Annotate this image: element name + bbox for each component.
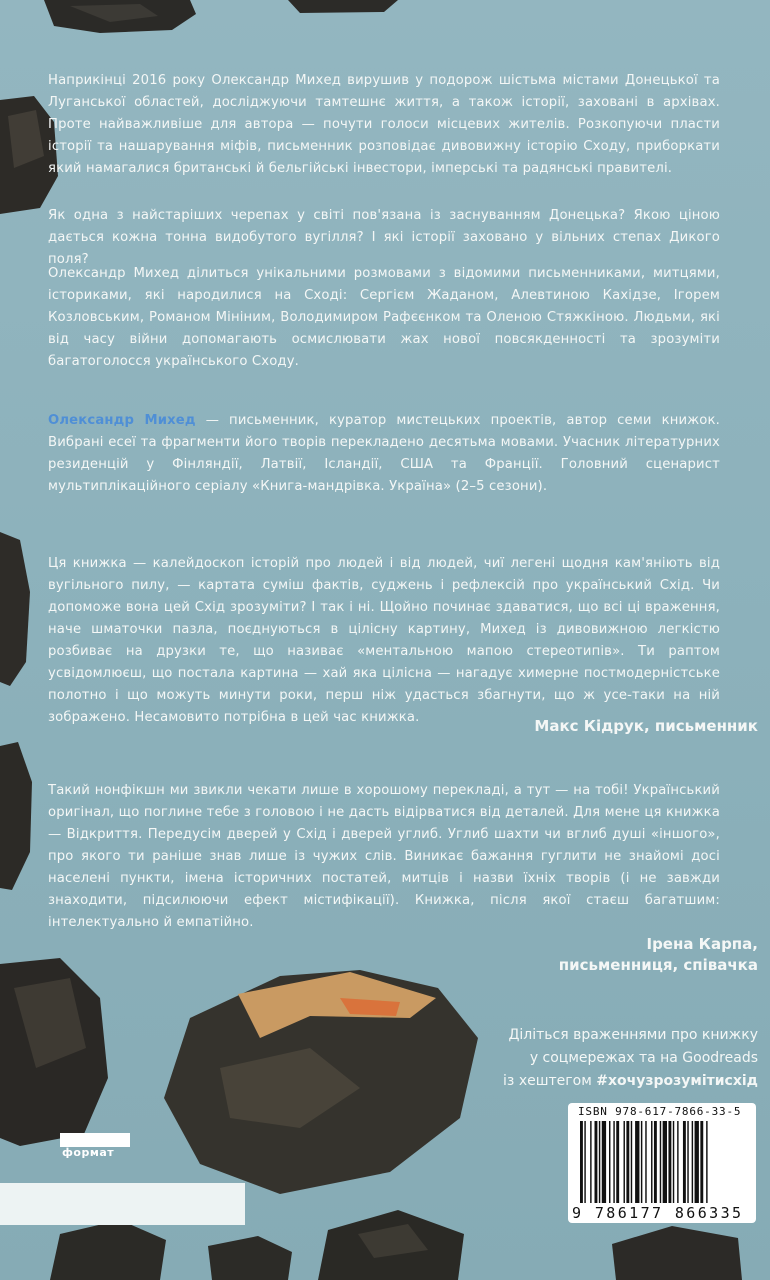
barcode-bar — [590, 1121, 591, 1203]
barcode-bar — [695, 1121, 699, 1203]
barcode-bar — [624, 1121, 625, 1203]
publisher-logo-mark — [60, 1133, 130, 1147]
barcode-bar — [609, 1121, 610, 1203]
barcode-bar — [683, 1121, 686, 1203]
review-1-author: Макс Кідрук, письменник — [534, 717, 758, 735]
barcode-bar — [673, 1121, 674, 1203]
cta-line-3 — [503, 1070, 758, 1093]
review-2-text: Такий нонфікшн ми звикли чекати лише в хорошому перекладі, а тут — на тобі! Український оригінал, що поглине тебе з головою і не дасть відірватися від деталей. Для мене ця книжка — Відкриття. Передусім дверей у Схід і дверей углиб. Углиб шахти чи вглиб душі «іншого», про якого ти раніше знав лише із чужих слів. Виникає бажання гуглити не знайомі досі населені пункти, імена історичних постатей, митців і назви їхніх творів (і не завжди знаходити, підсилюючи ефект містифікації). Книжка, після якої стаєш багатшим: інтелектуально й емпатійно. — [48, 783, 720, 930]
barcode-bar — [687, 1121, 688, 1203]
hashtag: #хочузрозумітисхід — [596, 1073, 758, 1089]
review-1-text: Ця книжка — калейдоскоп історій про людей і від людей, чиї легені щодня кам'яніють від вугільного пилу, — картата суміш фактів, суджень і рефлексій про український Схід. Чи допоможе вона цей Схід зрозуміти? І так і ні. Щойно починає здаватися, що всі ці враження, наче шматочки пазла, поєднуються в цілісну картину, Михед із дивовижною легкістю розбиває на друзки те, що називає «ментальною мапою стереотипів». Ти раптом усвідомлюєш, що постала картина — хай яка цілісна — нагадує химерне постмодерністське полотно і що можуть минути роки, перш ніж удасться збагнути, що ж усе-таки на ній зображено. Несамовито потрібна в цей час книжка. — [48, 556, 720, 725]
barcode-bar — [668, 1121, 671, 1203]
coal-rock-bottom-1 — [50, 1220, 170, 1280]
author-name: Олександр Михед — [48, 413, 196, 428]
coal-rock-left-3 — [0, 742, 34, 892]
author-bio — [48, 410, 720, 498]
barcode-bar — [580, 1121, 583, 1203]
ean-digits: 9 786177 866335 — [572, 1204, 744, 1222]
coal-rock-bottom-4 — [612, 1226, 742, 1280]
coal-rock-bottom-2 — [208, 1236, 292, 1280]
isbn-barcode — [568, 1103, 756, 1223]
coal-rock-top-center — [288, 0, 398, 14]
barcode-bar — [626, 1121, 629, 1203]
barcode-bar — [616, 1121, 619, 1203]
publisher-wordmark: формат — [62, 1146, 115, 1159]
barcode-bar — [663, 1121, 667, 1203]
coal-rock-bottom-left — [0, 958, 110, 1148]
blurb-paragraph-2: Як одна з найстаріших черепах у світі пов'язана із заснуванням Донецька? Якою ціною дається кожна тонна видобутого вугілля? І які історії заховано у вільних степах Дикого поля? — [48, 208, 720, 267]
author-bio-text: — письменник, куратор мистецьких проектів, автор семи книжок. Вибрані есеї та фрагменти його творів перекладено десятьма мовами. Учасник літературних резиденцій у Фінляндії, Латвії, Ісландії, США та Франції. Головний сценарист мультиплікаційного серіалу «Книга-мандрівка. Україна» (2–5 сезони). — [48, 413, 720, 494]
social-cta — [503, 1024, 758, 1093]
cta-line-1: Діліться враженнями про книжку — [508, 1027, 758, 1043]
barcode-bar — [651, 1121, 652, 1203]
publisher-logo — [60, 1133, 130, 1161]
barcode-bar — [692, 1121, 693, 1203]
barcode-bar — [706, 1121, 707, 1203]
barcode-bars — [580, 1121, 746, 1203]
barcode-bar — [599, 1121, 600, 1203]
coal-rock-bottom-3 — [318, 1210, 468, 1280]
barcode-bar — [631, 1121, 632, 1203]
barcode-bar — [635, 1121, 639, 1203]
barcode-bar — [660, 1121, 661, 1203]
barcode-bar — [584, 1121, 585, 1203]
review-2-author-name: Ірена Карпа, — [646, 935, 758, 953]
barcode-bar — [677, 1121, 678, 1203]
barcode-bar — [645, 1121, 646, 1203]
barcode-bar — [595, 1121, 598, 1203]
coal-rock-large-orange — [160, 958, 482, 1198]
barcode-bar — [602, 1121, 606, 1203]
isbn-text: ISBN 978-617-7866-33-5 — [578, 1105, 742, 1118]
barcode-bar — [700, 1121, 703, 1203]
review-2-author-role: письменниця, співачка — [558, 956, 758, 974]
cta-line-2: у соцмережах та на Goodreads — [529, 1050, 758, 1066]
barcode-bar — [641, 1121, 642, 1203]
coal-rock-left-2 — [0, 532, 32, 688]
sticker-area — [0, 1183, 245, 1225]
blurb-paragraph-1: Наприкінці 2016 року Олександр Михед вирушив у подорож шістьма містами Донецької та Луганської областей, досліджуючи тамтешнє життя, а також історії, заховані в архівах. Проте найважливіше для автора — почути голоси місцевих жителів. Розкопуючи пласти історії та нашарування міфів, письменник розповідає дивовижну історію Сходу, приборкати який намагалися британські й бельгійські інвестори, імперські та радянські правителі. — [48, 73, 720, 176]
cta-prefix: із хештегом — [503, 1073, 597, 1089]
barcode-bar — [654, 1121, 657, 1203]
barcode-bar — [613, 1121, 614, 1203]
coal-rock-top-left — [40, 0, 200, 34]
blurb-paragraph-3: Олександр Михед ділиться унікальними розмовами з відомими письменниками, митцями, істориками, які народилися на Сході: Сергієм Жаданом, Алевтиною Кахідзе, Ігорем Козловським, Романом Мініним, Володимиром Рафєєнком та Оленою Стяжкіною. Людьми, які від часу війни допомагають осмислювати жах нової повсякденності та зрозуміти багатоголосся українського Сходу. — [48, 266, 720, 369]
